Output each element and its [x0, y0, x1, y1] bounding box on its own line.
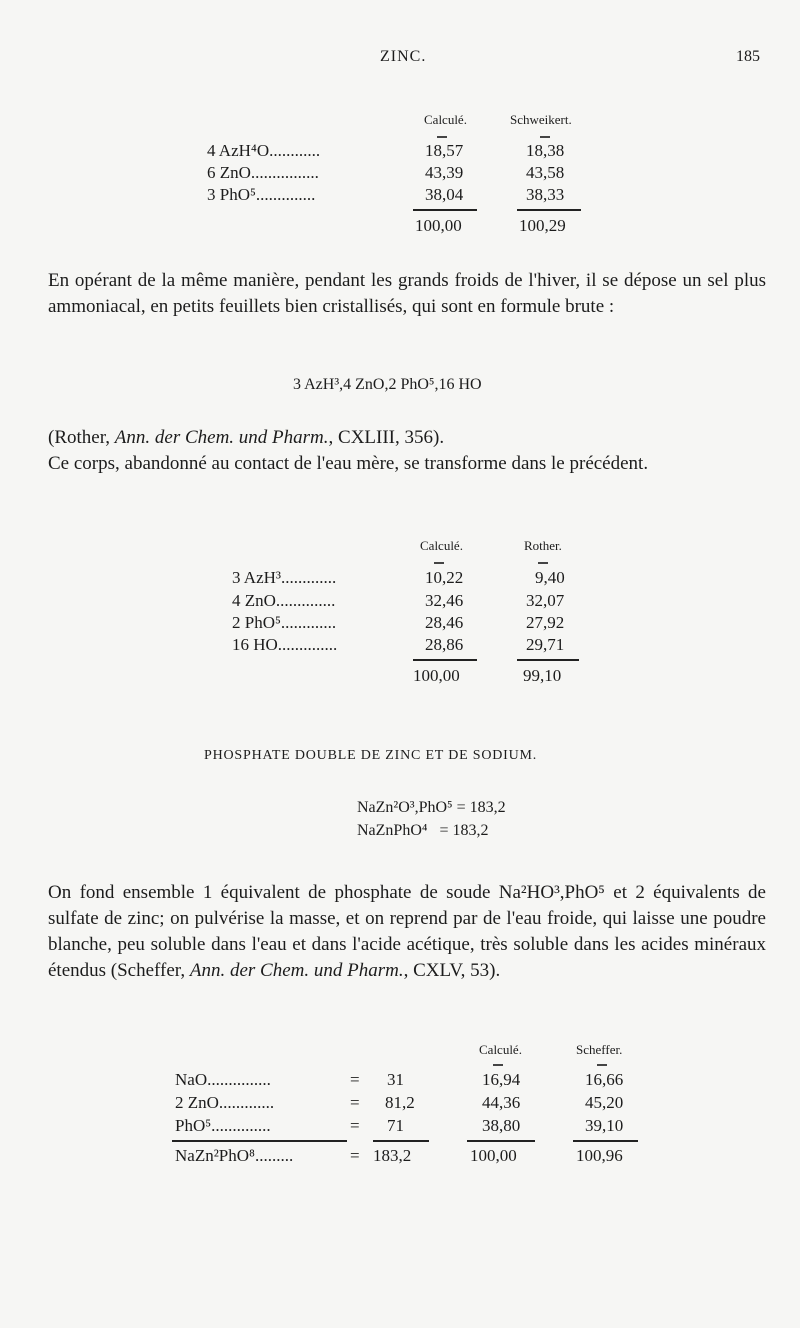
molar-mass: 81,2: [385, 1093, 415, 1112]
journal-title: Ann. der Chem. und Pharm.: [189, 960, 404, 981]
column-dash: [538, 562, 548, 564]
equals-sign: =: [350, 1093, 360, 1112]
value-calculated: 32,46: [425, 591, 464, 610]
row-label: 3 AzH³.............: [232, 568, 337, 587]
row-label: 4 AzH⁴O............: [207, 141, 321, 160]
row-label: 16 HO..............: [232, 635, 338, 654]
total-reference: 100,29: [519, 216, 566, 235]
column-header-schweikert: Schweikert.: [510, 112, 572, 127]
formula: 3 AzH³,4 ZnO,2 PhO⁵,16 HO: [293, 376, 482, 393]
paragraph-text: On fond ensemble 1 équivalent de phosphate de soude Na²HO³,PhO⁵ et 2 équivalents de sulfate de zinc; on pulvérise la masse, et on reprend par de l'eau froide, qui laisse une poudre blanche, peu soluble dans l'eau et dans l'acide acétique, très soluble dans les acides minéraux étendus (Scheffer,: [48, 882, 766, 981]
value-calculated: 44,36: [482, 1093, 521, 1112]
column-header-rother: Rother.: [524, 538, 562, 553]
value-calculated: 28,46: [425, 613, 464, 632]
row-label: 3 PhO⁵..............: [207, 185, 316, 204]
value-reference: 32,07: [526, 591, 565, 610]
value-calculated: 16,94: [482, 1070, 521, 1089]
formula: NaZn²O³,PhO⁵ = 183,2: [357, 799, 506, 816]
sum-rule: [373, 1140, 429, 1142]
row-label: NaO...............: [175, 1070, 271, 1089]
equals-sign: =: [350, 1070, 360, 1089]
value-reference: 38,33: [526, 185, 565, 204]
sum-rule: [517, 209, 581, 211]
total-reference: 99,10: [523, 666, 562, 685]
row-label: 4 ZnO..............: [232, 591, 336, 610]
value-calculated: 18,57: [425, 141, 464, 160]
molar-mass: 71: [387, 1116, 404, 1135]
column-header-scheffer: Scheffer.: [576, 1042, 623, 1057]
value-reference: 9,40: [535, 568, 565, 587]
value-reference: 18,38: [526, 141, 565, 160]
column-dash: [434, 562, 444, 564]
formula: NaZnPhO⁴ = 183,2: [357, 822, 489, 839]
equals-sign: =: [350, 1116, 360, 1135]
equals-sign: =: [350, 1146, 360, 1165]
section-title: PHOSPHATE DOUBLE DE ZINC ET DE SODIUM.: [204, 748, 538, 763]
column-dash: [540, 136, 550, 138]
paragraph: [48, 425, 766, 477]
column-header-calculated: Calculé.: [424, 112, 467, 127]
column-header-calculated: Calculé.: [420, 538, 463, 553]
sum-rule: [413, 209, 477, 211]
value-calculated: 10,22: [425, 568, 464, 587]
value-reference: 45,20: [585, 1093, 624, 1112]
total-calculated: 100,00: [413, 666, 460, 685]
row-label: 6 ZnO................: [207, 163, 319, 182]
value-reference: 27,92: [526, 613, 565, 632]
paragraph: En opérant de la même manière, pendant les grands froids de l'hiver, il se dépose un sel plus ammoniacal, en petits feuillets bien cristallisés, qui sont en formule brute :: [48, 270, 766, 317]
row-label: 2 ZnO.............: [175, 1093, 275, 1112]
row-label: 2 PhO⁵.............: [232, 613, 337, 632]
column-dash: [437, 136, 447, 138]
total-molar-mass: 183,2: [373, 1146, 412, 1165]
journal-title: Ann. der Chem. und Pharm.: [114, 427, 329, 448]
total-calculated: 100,00: [470, 1146, 517, 1165]
reference-text: , CXLV, 53).: [403, 960, 501, 981]
paragraph-text: Ce corps, abandonné au contact de l'eau mère, se transforme dans le précédent.: [48, 453, 649, 474]
value-reference: 39,10: [585, 1116, 624, 1135]
sum-rule: [573, 1140, 638, 1142]
page-number: 185: [736, 48, 760, 65]
column-dash: [493, 1064, 503, 1066]
sum-rule: [172, 1140, 347, 1142]
column-dash: [597, 1064, 607, 1066]
column-header-calculated: Calculé.: [479, 1042, 522, 1057]
total-label: NaZn²PhO⁸.........: [175, 1146, 294, 1165]
row-label: PhO⁵..............: [175, 1116, 271, 1135]
value-calculated: 38,80: [482, 1116, 521, 1135]
sum-rule: [467, 1140, 535, 1142]
value-reference: 16,66: [585, 1070, 624, 1089]
sum-rule: [413, 659, 477, 661]
reference-text: , CXLIII, 356).: [328, 427, 445, 448]
running-header-title: ZINC.: [380, 48, 427, 65]
paragraph: [48, 880, 766, 984]
value-calculated: 43,39: [425, 163, 464, 182]
sum-rule: [517, 659, 579, 661]
value-calculated: 38,04: [425, 185, 464, 204]
total-reference: 100,96: [576, 1146, 623, 1165]
reference-text: (Rother,: [48, 427, 115, 448]
value-calculated: 28,86: [425, 635, 464, 654]
molar-mass: 31: [387, 1070, 404, 1089]
value-reference: 29,71: [526, 635, 565, 654]
total-calculated: 100,00: [415, 216, 462, 235]
value-reference: 43,58: [526, 163, 565, 182]
